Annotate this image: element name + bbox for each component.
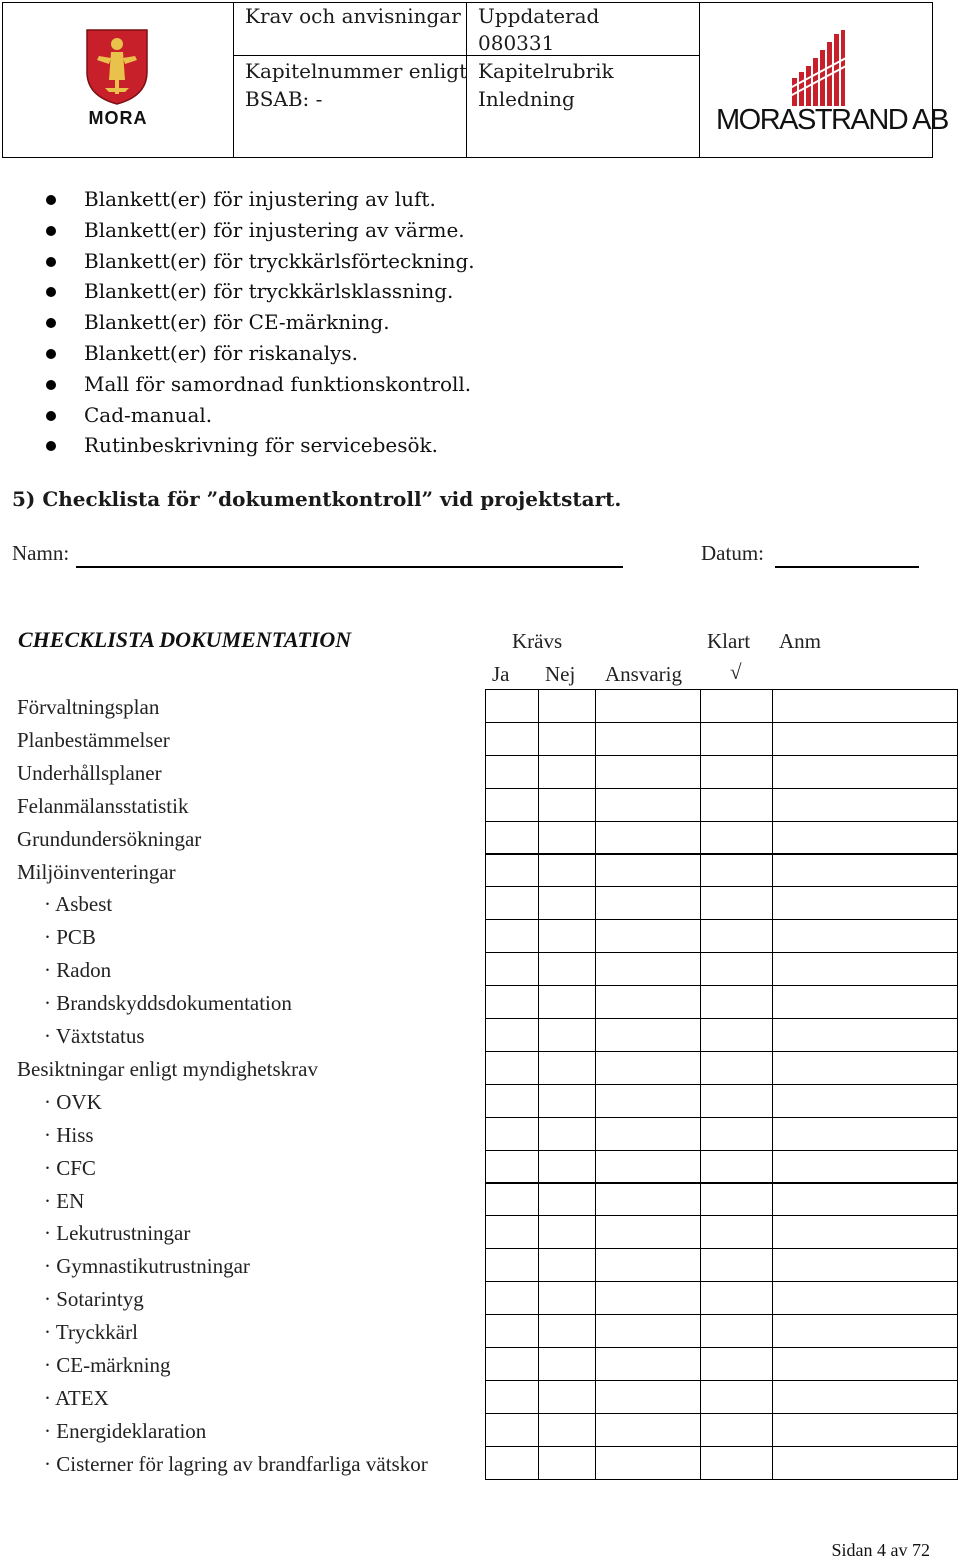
checklist-cell-ja[interactable] — [485, 1018, 539, 1052]
bullet-icon — [46, 257, 56, 267]
checklist-cell-anm[interactable] — [772, 755, 958, 789]
checklist-cell-nej[interactable] — [538, 722, 596, 756]
list-item: Cad-manual. — [0, 400, 475, 431]
checklist-row-label: · Lekutrustningar — [44, 1221, 191, 1246]
checklist-cell-ja[interactable] — [485, 788, 539, 822]
checklist-cell-ja[interactable] — [485, 952, 539, 986]
checklist-row-label: · OVK — [44, 1089, 102, 1114]
checklist-cell-ansvarig[interactable] — [595, 1413, 701, 1447]
checklist-cell-anm[interactable] — [772, 821, 958, 855]
checklist-cell-nej[interactable] — [538, 1051, 596, 1085]
list-item: Blankett(er) för riskanalys. — [0, 338, 475, 369]
checklist-cell-ja[interactable] — [485, 1380, 539, 1414]
checklist-row-label: · Energideklaration — [44, 1418, 207, 1443]
checklist-row-label: Förvaltningsplan — [17, 695, 160, 719]
mora-logo-text: MORA — [88, 108, 148, 128]
bullet-icon — [46, 411, 56, 421]
column-anm: Anm — [779, 629, 821, 653]
checklist-cell-ansvarig[interactable] — [595, 1150, 701, 1184]
checklist-cell-anm[interactable] — [772, 1018, 958, 1052]
checklist-row-label: · EN — [44, 1188, 85, 1213]
checklist-cell-nej[interactable] — [538, 919, 596, 953]
checklist-cell-ansvarig[interactable] — [595, 1281, 701, 1315]
checklist-cell-anm[interactable] — [772, 1347, 958, 1381]
checklist-cell-ansvarig[interactable] — [595, 1248, 701, 1282]
checklist-row-label: · PCB — [44, 925, 96, 950]
checklist-cell-ja[interactable] — [485, 689, 539, 723]
checklist-cell-anm[interactable] — [772, 1446, 958, 1480]
checklist-cell-klart[interactable] — [700, 1446, 773, 1480]
page-number: Sidan 4 av 72 — [831, 1540, 930, 1560]
column-klart: Klart — [707, 629, 751, 653]
morastrand-logo-icon — [790, 28, 846, 106]
checklist-cell-ansvarig[interactable] — [595, 886, 701, 920]
document-bullet-list — [0, 184, 475, 461]
checklist-row-label: · Tryckkärl — [44, 1320, 138, 1345]
list-item: Rutinbeskrivning för servicebesök. — [0, 430, 475, 461]
checklist-cell-ansvarig[interactable] — [595, 1018, 701, 1052]
checklist-cell-klart[interactable] — [700, 722, 773, 756]
checklist-cell-ansvarig[interactable] — [595, 1446, 701, 1480]
checkmark-icon: √ — [730, 660, 742, 684]
updated-label: Uppdaterad — [478, 4, 600, 28]
checklist-cell-klart[interactable] — [700, 1018, 773, 1052]
header-row-divider — [233, 55, 700, 56]
checklist-row-label: · Cisterner för lagring av brandfarliga vätskor — [44, 1451, 428, 1476]
column-ja: Ja — [492, 662, 510, 686]
bullet-icon — [46, 318, 56, 328]
checklist-cell-anm[interactable] — [772, 722, 958, 756]
checklist-cell-anm[interactable] — [772, 1051, 958, 1085]
column-nej: Nej — [545, 662, 576, 686]
checklist-cell-anm[interactable] — [772, 689, 958, 723]
checklist-cell-anm[interactable] — [772, 1183, 958, 1217]
bullet-icon — [46, 441, 56, 451]
checklist-cell-nej[interactable] — [538, 788, 596, 822]
checklist-cell-klart[interactable] — [700, 1117, 773, 1151]
checklist-row-label: · Växtstatus — [44, 1024, 145, 1048]
checklist-cell-nej[interactable] — [538, 755, 596, 789]
checklist-row-label: Underhållsplaner — [17, 760, 162, 785]
name-field[interactable] — [76, 566, 623, 568]
checklist-row-label: · CE-märkning — [44, 1353, 171, 1377]
checklist-cell-ja[interactable] — [485, 755, 539, 789]
chapter-heading-value: Inledning — [478, 87, 575, 111]
checklist-cell-ansvarig[interactable] — [595, 755, 701, 789]
checklist-cell-klart[interactable] — [700, 1314, 773, 1348]
bullet-icon — [46, 226, 56, 236]
morastrand-logo-text: MORASTRAND AB — [716, 104, 948, 136]
checklist-cell-nej[interactable] — [538, 1248, 596, 1282]
checklist-cell-klart[interactable] — [700, 1281, 773, 1315]
checklist-cell-ja[interactable] — [485, 1248, 539, 1282]
checklist-cell-ansvarig[interactable] — [595, 952, 701, 986]
checklist-cell-ansvarig[interactable] — [595, 821, 701, 855]
checklist-row-label: · Hiss — [44, 1122, 94, 1147]
checklist-row-label: Felanmälansstatistik — [17, 793, 189, 818]
bullet-icon — [46, 287, 56, 297]
checklist-cell-anm[interactable] — [772, 952, 958, 986]
mora-coat-of-arms-icon — [85, 28, 149, 106]
checklist-cell-ja[interactable] — [485, 1150, 539, 1184]
bullet-icon — [46, 380, 56, 390]
checklist-cell-ja[interactable] — [485, 821, 539, 855]
checklist-cell-ja[interactable] — [485, 985, 539, 1019]
checklist-cell-ja[interactable] — [485, 854, 539, 888]
checklist-cell-anm[interactable] — [772, 854, 958, 888]
column-kravs: Krävs — [512, 629, 563, 653]
checklist-cell-klart[interactable] — [700, 919, 773, 953]
checklist-row-label: Miljöinventeringar — [17, 859, 176, 884]
header-title: Krav och anvisningar — [245, 4, 461, 28]
checklist-row-label: · Asbest — [44, 892, 113, 917]
checklist-cell-nej[interactable] — [538, 689, 596, 723]
checklist-row-label: · Brandskyddsdokumentation — [44, 991, 292, 1016]
checklist-cell-klart[interactable] — [700, 1347, 773, 1381]
checklist-cell-ja[interactable] — [485, 1084, 539, 1118]
checklist-cell-ansvarig[interactable] — [595, 1051, 701, 1085]
checklist-cell-anm[interactable] — [772, 1380, 958, 1414]
bullet-icon — [46, 349, 56, 359]
checklist-cell-ansvarig[interactable] — [595, 1084, 701, 1118]
checklist-cell-anm[interactable] — [772, 1413, 958, 1447]
checklist-cell-nej[interactable] — [538, 854, 596, 888]
checklist-cell-klart[interactable] — [700, 1248, 773, 1282]
checklist-cell-ansvarig[interactable] — [595, 1380, 701, 1414]
checklist-cell-klart[interactable] — [700, 788, 773, 822]
checklist-row-label: Grundundersökningar — [17, 826, 202, 851]
checklist-cell-ansvarig[interactable] — [595, 1117, 701, 1151]
checklist-cell-anm[interactable] — [772, 1314, 958, 1348]
checklist-cell-anm[interactable] — [772, 1215, 958, 1249]
checklist-cell-ansvarig[interactable] — [595, 1347, 701, 1381]
checklist-cell-anm[interactable] — [772, 1150, 958, 1184]
checklist-cell-ansvarig[interactable] — [595, 1314, 701, 1348]
checklist-cell-nej[interactable] — [538, 886, 596, 920]
checklist-row-label: · Gymnastikutrustningar — [44, 1254, 250, 1279]
checklist-cell-klart[interactable] — [700, 886, 773, 920]
checklist-row-label: Planbestämmelser — [17, 727, 170, 752]
checklist-cell-nej[interactable] — [538, 821, 596, 855]
checklist-row-label: · CFC — [44, 1155, 96, 1180]
checklist-cell-ansvarig[interactable] — [595, 985, 701, 1019]
checklist-row-label: · Sotarintyg — [44, 1287, 144, 1312]
list-item: Blankett(er) för injustering av värme. — [0, 215, 475, 246]
checklist-row-label: Besiktningar enligt myndighetskrav — [17, 1056, 318, 1081]
checklist-cell-ja[interactable] — [485, 886, 539, 920]
column-ansvarig: Ansvarig — [605, 662, 682, 686]
checklist-cell-ja[interactable] — [485, 1117, 539, 1151]
updated-value: 080331 — [478, 31, 555, 55]
checklist-cell-ja[interactable] — [485, 1183, 539, 1217]
chapter-number-value: BSAB: - — [245, 87, 323, 111]
checklist-cell-ja[interactable] — [485, 1281, 539, 1315]
checklist-cell-ja[interactable] — [485, 722, 539, 756]
date-label: Datum: — [701, 541, 764, 565]
checklist-cell-ja[interactable] — [485, 1446, 539, 1480]
checklist-cell-ansvarig[interactable] — [595, 919, 701, 953]
checklist-cell-ansvarig[interactable] — [595, 689, 701, 723]
chapter-heading-label: Kapitelrubrik — [478, 59, 614, 83]
checklist-cell-nej[interactable] — [538, 1380, 596, 1414]
checklist-cell-ja[interactable] — [485, 1051, 539, 1085]
checklist-cell-klart[interactable] — [700, 854, 773, 888]
checklist-cell-nej[interactable] — [538, 1018, 596, 1052]
list-item: Blankett(er) för tryckkärlsklassning. — [0, 276, 475, 307]
checklist-cell-klart[interactable] — [700, 1150, 773, 1184]
checklist-cell-klart[interactable] — [700, 1380, 773, 1414]
checklist-cell-nej[interactable] — [538, 1347, 596, 1381]
checklist-cell-klart[interactable] — [700, 985, 773, 1019]
name-label: Namn: — [12, 541, 70, 565]
checklist-cell-klart[interactable] — [700, 755, 773, 789]
checklist-cell-anm[interactable] — [772, 1281, 958, 1315]
list-item: Blankett(er) för tryckkärlsförteckning. — [0, 246, 475, 277]
checklist-cell-nej[interactable] — [538, 1150, 596, 1184]
checklist-cell-ansvarig[interactable] — [595, 788, 701, 822]
checklist-cell-nej[interactable] — [538, 1084, 596, 1118]
checklist-cell-anm[interactable] — [772, 1248, 958, 1282]
date-field[interactable] — [775, 566, 919, 568]
header-divider — [699, 3, 700, 157]
checklist-cell-ja[interactable] — [485, 1314, 539, 1348]
checklist-cell-nej[interactable] — [538, 952, 596, 986]
checklist-cell-anm[interactable] — [772, 919, 958, 953]
checklist-cell-nej[interactable] — [538, 1446, 596, 1480]
checklist-cell-nej[interactable] — [538, 985, 596, 1019]
checklist-cell-ansvarig[interactable] — [595, 1183, 701, 1217]
list-item: Blankett(er) för injustering av luft. — [0, 184, 475, 215]
checklist-cell-ja[interactable] — [485, 1347, 539, 1381]
checklist-cell-nej[interactable] — [538, 1117, 596, 1151]
list-item: Blankett(er) för CE-märkning. — [0, 307, 475, 338]
bullet-icon — [46, 195, 56, 205]
checklist-cell-klart[interactable] — [700, 1183, 773, 1217]
checklist-cell-klart[interactable] — [700, 1051, 773, 1085]
checklist-cell-nej[interactable] — [538, 1183, 596, 1217]
section-title: 5) Checklista för ”dokumentkontroll” vid projektstart. — [12, 487, 622, 511]
checklist-cell-nej[interactable] — [538, 1281, 596, 1315]
checklist-cell-klart[interactable] — [700, 952, 773, 986]
checklist-row-label: · ATEX — [44, 1385, 109, 1410]
checklist-cell-anm[interactable] — [772, 1084, 958, 1118]
checklist-cell-anm[interactable] — [772, 985, 958, 1019]
checklist-cell-anm[interactable] — [772, 1117, 958, 1151]
list-item: Mall för samordnad funktionskontroll. — [0, 369, 475, 400]
checklist-cell-ansvarig[interactable] — [595, 722, 701, 756]
checklist-cell-klart[interactable] — [700, 821, 773, 855]
checklist-cell-ansvarig[interactable] — [595, 1215, 701, 1249]
checklist-cell-ja[interactable] — [485, 1413, 539, 1447]
checklist-cell-nej[interactable] — [538, 1215, 596, 1249]
checklist-cell-nej[interactable] — [538, 1413, 596, 1447]
checklist-row-label: · Radon — [44, 958, 112, 983]
checklist-cell-klart[interactable] — [700, 1084, 773, 1118]
checklist-title: CHECKLISTA DOKUMENTATION — [18, 627, 352, 652]
checklist-cell-ansvarig[interactable] — [595, 854, 701, 888]
checklist-cell-anm[interactable] — [772, 788, 958, 822]
checklist-cell-klart[interactable] — [700, 689, 773, 723]
checklist-cell-anm[interactable] — [772, 886, 958, 920]
checklist-cell-ja[interactable] — [485, 1215, 539, 1249]
checklist-cell-ja[interactable] — [485, 919, 539, 953]
header-divider — [233, 3, 234, 157]
checklist-cell-klart[interactable] — [700, 1413, 773, 1447]
checklist-cell-nej[interactable] — [538, 1314, 596, 1348]
chapter-number-label: Kapitelnummer enligt — [245, 59, 468, 83]
checklist-cell-klart[interactable] — [700, 1215, 773, 1249]
